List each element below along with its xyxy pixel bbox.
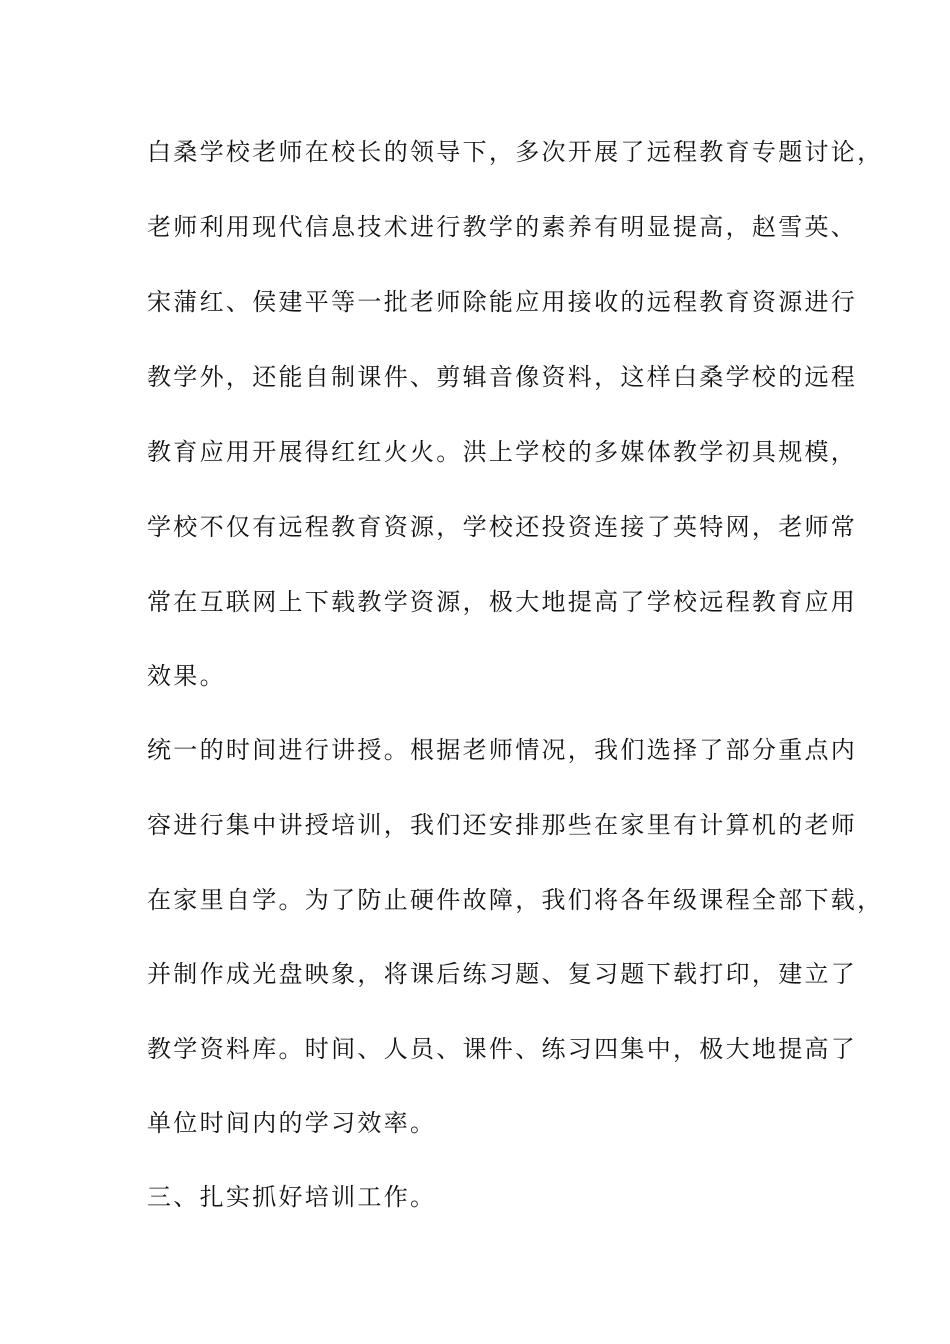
text-line: 学校不仅有远程教育资源，学校还投资连接了英特网，老师常: [147, 513, 858, 541]
text-line: 老师利用现代信息技术进行教学的素养有明显提高，赵雪英、: [147, 213, 858, 241]
section-heading: 三、扎实抓好培训工作。: [147, 1183, 437, 1211]
text-line: 效果。: [147, 662, 226, 690]
text-line: 教学资料库。时间、人员、课件、练习四集中，极大地提高了: [147, 1035, 858, 1063]
text-line: 教育应用开展得红红火火。洪上学校的多媒体教学初具规模，: [147, 438, 858, 466]
text-line: 在家里自学。为了防止硬件故障，我们将各年级课程全部下载，: [147, 886, 884, 914]
text-line: 宋蒲红、侯建平等一批老师除能应用接收的远程教育资源进行: [147, 288, 858, 316]
text-line: 单位时间内的学习效率。: [147, 1109, 437, 1137]
text-line: 统一的时间进行讲授。根据老师情况，我们选择了部分重点内: [147, 736, 858, 764]
text-line: 常在互联网上下载教学资源，极大地提高了学校远程教育应用: [147, 588, 858, 616]
text-line: 容进行集中讲授培训，我们还安排那些在家里有计算机的老师: [147, 811, 858, 839]
text-line: 教学外，还能自制课件、剪辑音像资料，这样白桑学校的远程: [147, 363, 858, 391]
text-line: 白桑学校老师在校长的领导下，多次开展了远程教育专题讨论，: [147, 138, 884, 166]
text-line: 并制作成光盘映象，将课后练习题、复习题下载打印，建立了: [147, 960, 858, 988]
